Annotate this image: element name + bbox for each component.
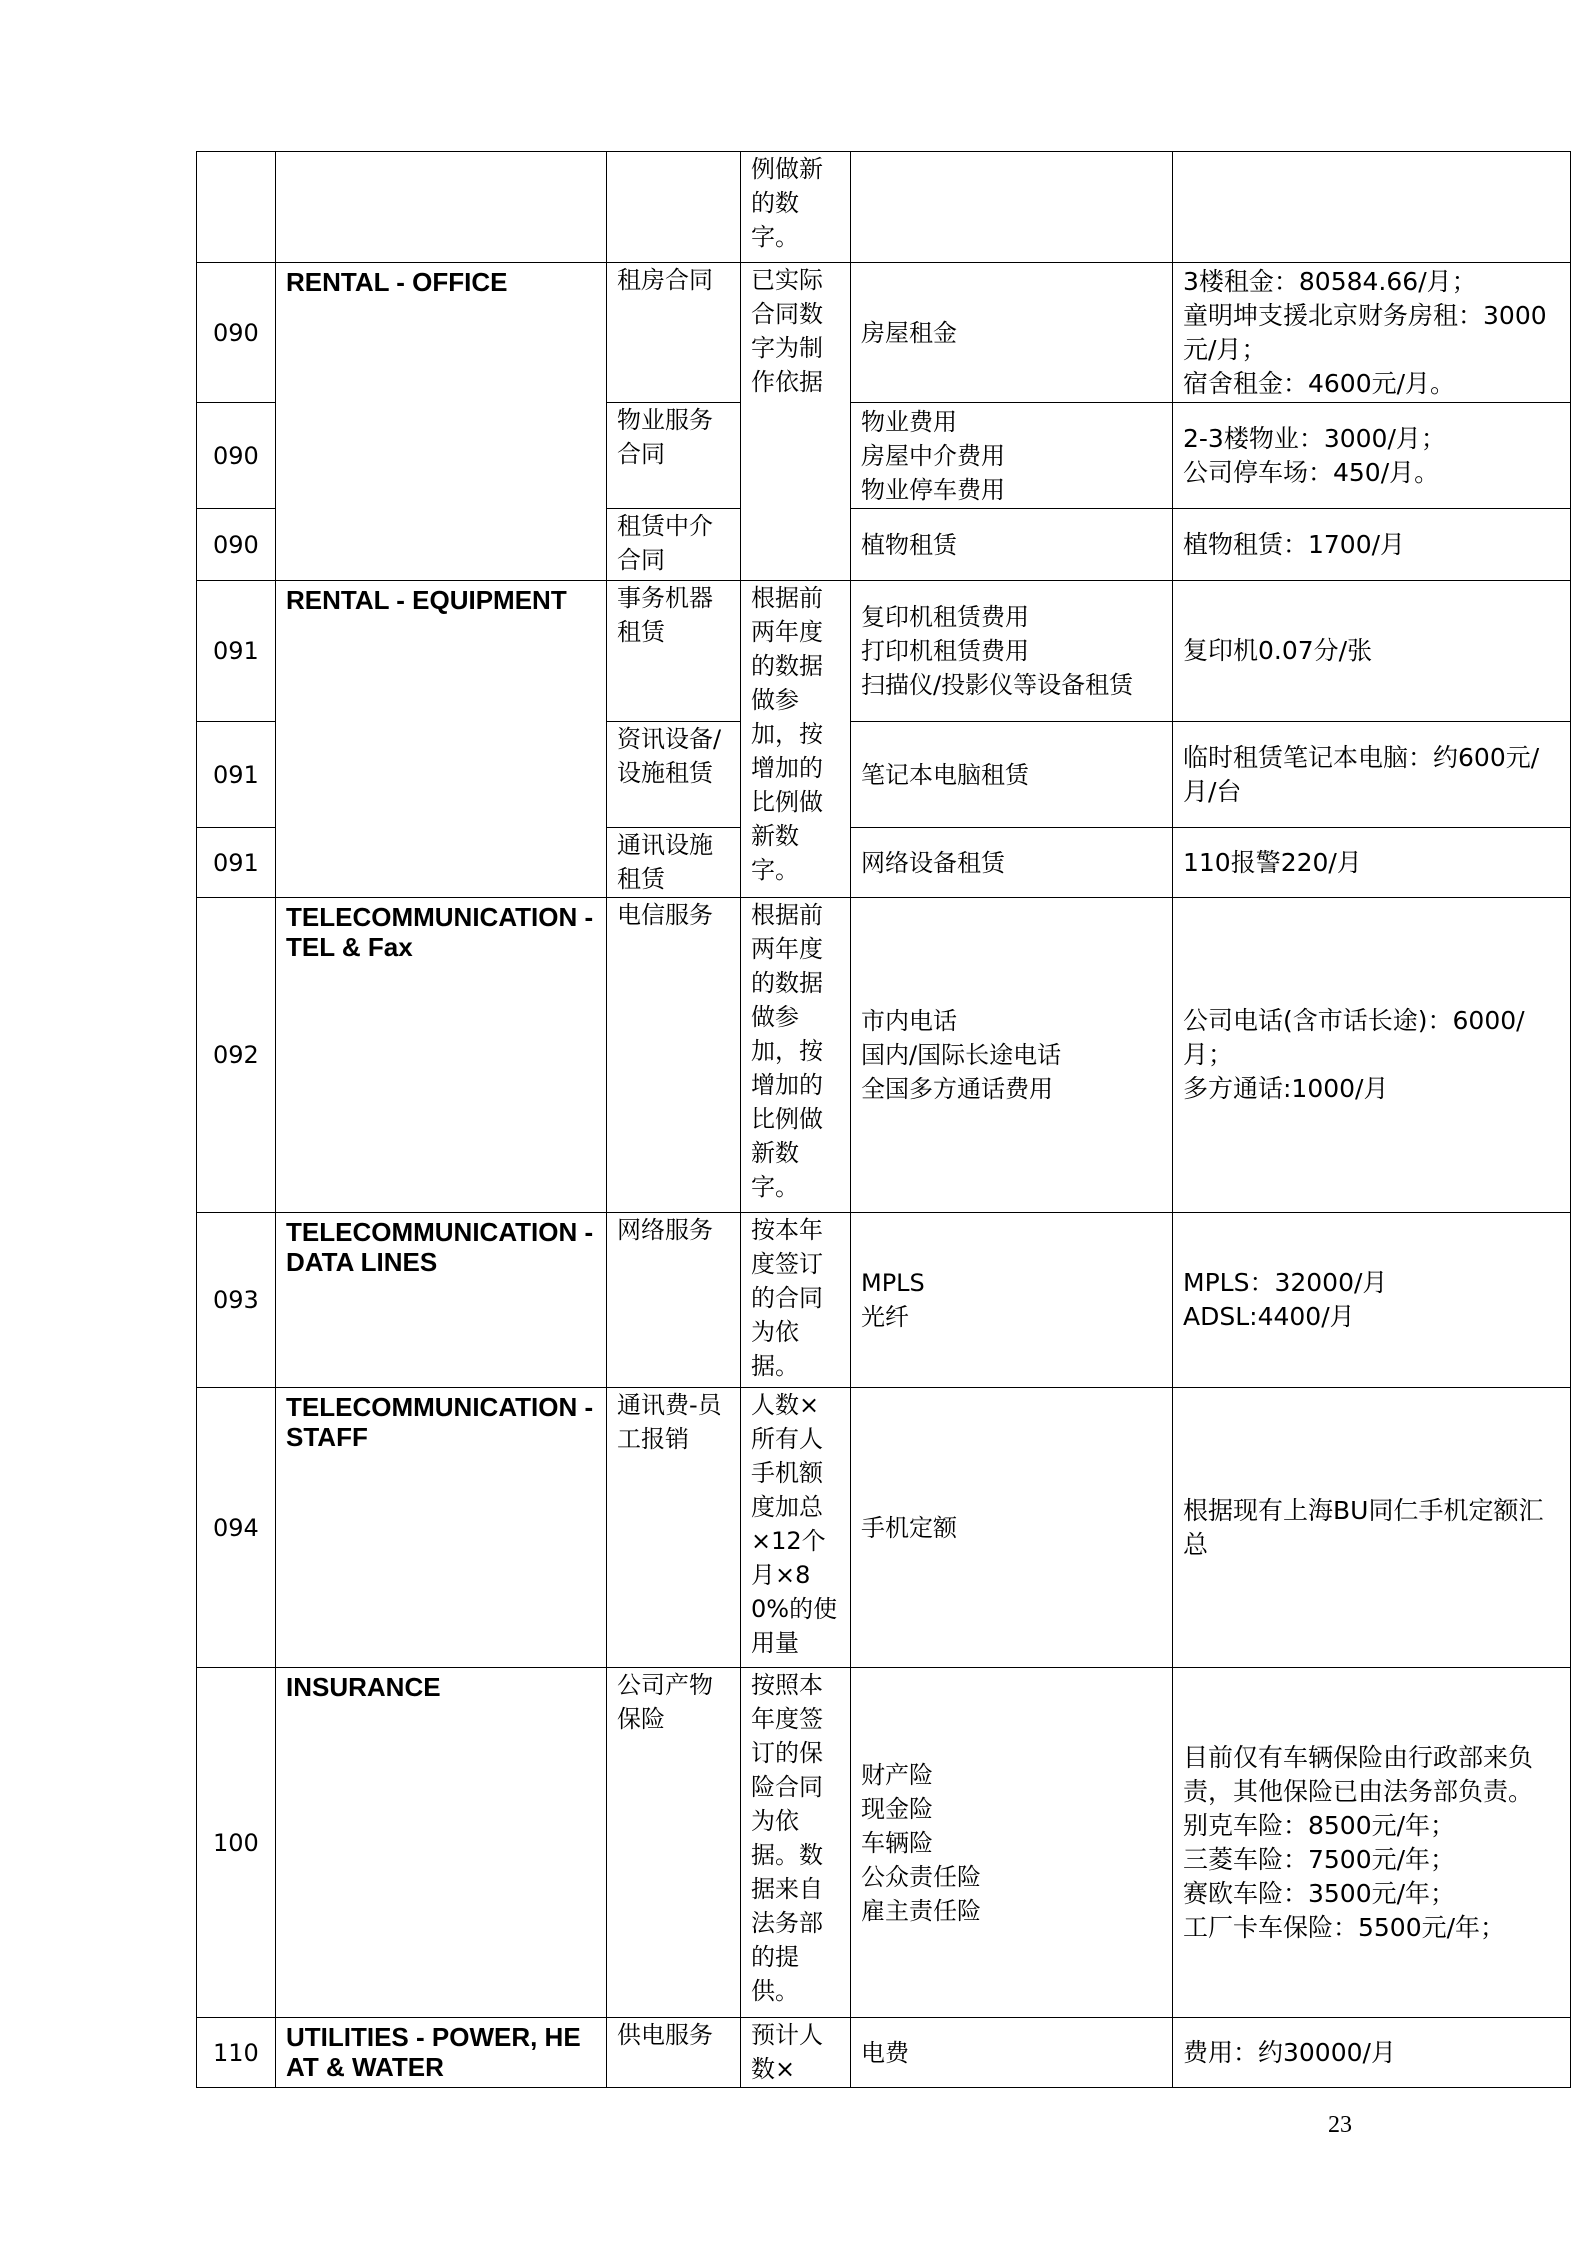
table-row xyxy=(197,1213,1571,1388)
item-cell: 通讯设施租赁 xyxy=(607,828,741,898)
item-cell: 物业服务合同 xyxy=(607,403,741,509)
table-row xyxy=(197,1668,1571,2018)
category-cell: TELECOMMUNICATION - DATA LINES xyxy=(276,1213,607,1388)
code-cell: 091 xyxy=(197,722,276,828)
table-row xyxy=(197,263,1571,403)
remark-cell: MPLS：32000/月 ADSL:4400/月 xyxy=(1173,1213,1571,1388)
basis-cell: 根据前两年度的数据做参加，按增加的比例做新数字。 xyxy=(741,581,851,898)
item-cell: 租房合同 xyxy=(607,263,741,403)
category-cell: UTILITIES - POWER, HEAT & WATER xyxy=(276,2018,607,2088)
table-row xyxy=(197,152,1571,263)
item-cell: 通讯费-员工报销 xyxy=(607,1388,741,1668)
detail-cell: 复印机租赁费用 打印机租赁费用 扫描仪/投影仪等设备租赁 xyxy=(851,581,1173,722)
code-cell: 092 xyxy=(197,898,276,1213)
detail-cell: 植物租赁 xyxy=(851,509,1173,581)
category-cell xyxy=(276,152,607,263)
table-row xyxy=(197,1388,1571,1668)
item-cell: 网络服务 xyxy=(607,1213,741,1388)
remark-cell: 3楼租金：80584.66/月； 童明坤支援北京财务房租：3000元/月； 宿舍租金：4600元/月。 xyxy=(1173,263,1571,403)
remark-cell: 植物租赁：1700/月 xyxy=(1173,509,1571,581)
remark-cell: 2-3楼物业：3000/月； 公司停车场：450/月。 xyxy=(1173,403,1571,509)
item-cell: 供电服务 xyxy=(607,2018,741,2088)
detail-cell xyxy=(851,152,1173,263)
code-cell: 091 xyxy=(197,828,276,898)
item-cell: 租赁中介合同 xyxy=(607,509,741,581)
basis-cell: 预计人数× xyxy=(741,2018,851,2088)
basis-cell: 按本年度签订的合同为依据。 xyxy=(741,1213,851,1388)
code-cell: 090 xyxy=(197,509,276,581)
detail-cell: 手机定额 xyxy=(851,1388,1173,1668)
detail-cell: 笔记本电脑租赁 xyxy=(851,722,1173,828)
remark-cell: 费用：约30000/月 xyxy=(1173,2018,1571,2088)
item-cell: 事务机器租赁 xyxy=(607,581,741,722)
code-cell: 091 xyxy=(197,581,276,722)
code-cell xyxy=(197,152,276,263)
basis-cell: 例做新的数字。 xyxy=(741,152,851,263)
basis-cell: 人数×所有人手机额度加总×12个月×80%的使用量 xyxy=(741,1388,851,1668)
item-cell: 资讯设备/设施租赁 xyxy=(607,722,741,828)
category-cell: RENTAL - EQUIPMENT xyxy=(276,581,607,898)
remark-cell: 根据现有上海BU同仁手机定额汇总 xyxy=(1173,1388,1571,1668)
table-row xyxy=(197,2018,1571,2088)
detail-cell: MPLS 光纤 xyxy=(851,1213,1173,1388)
basis-cell: 根据前两年度的数据做参加，按增加的比例做新数字。 xyxy=(741,898,851,1213)
category-cell: INSURANCE xyxy=(276,1668,607,2018)
remark-cell: 公司电话(含市话长途)：6000/月； 多方通话:1000/月 xyxy=(1173,898,1571,1213)
code-cell: 090 xyxy=(197,263,276,403)
basis-cell: 已实际合同数字为制作依据 xyxy=(741,263,851,581)
detail-cell: 电费 xyxy=(851,2018,1173,2088)
item-cell xyxy=(607,152,741,263)
table-row xyxy=(197,898,1571,1213)
code-cell: 090 xyxy=(197,403,276,509)
item-cell: 电信服务 xyxy=(607,898,741,1213)
code-cell: 110 xyxy=(197,2018,276,2088)
remark-cell xyxy=(1173,152,1571,263)
category-cell: TELECOMMUNICATION - TEL & Fax xyxy=(276,898,607,1213)
category-cell: TELECOMMUNICATION - STAFF xyxy=(276,1388,607,1668)
basis-cell: 按照本年度签订的保险合同为依据。数据来自法务部的提供。 xyxy=(741,1668,851,2018)
code-cell: 100 xyxy=(197,1668,276,2018)
code-cell: 094 xyxy=(197,1388,276,1668)
remark-cell: 复印机0.07分/张 xyxy=(1173,581,1571,722)
detail-cell: 市内电话 国内/国际长途电话 全国多方通话费用 xyxy=(851,898,1173,1213)
detail-cell: 网络设备租赁 xyxy=(851,828,1173,898)
item-cell: 公司产物保险 xyxy=(607,1668,741,2018)
table-row xyxy=(197,581,1571,722)
code-cell: 093 xyxy=(197,1213,276,1388)
detail-cell: 物业费用 房屋中介费用 物业停车费用 xyxy=(851,403,1173,509)
remark-cell: 临时租赁笔记本电脑：约600元/月/台 xyxy=(1173,722,1571,828)
detail-cell: 财产险 现金险 车辆险 公众责任险 雇主责任险 xyxy=(851,1668,1173,2018)
category-cell: RENTAL - OFFICE xyxy=(276,263,607,581)
remark-cell: 110报警220/月 xyxy=(1173,828,1571,898)
expense-table xyxy=(196,151,1571,2088)
detail-cell: 房屋租金 xyxy=(851,263,1173,403)
page-number: 23 xyxy=(1328,2112,1352,2138)
remark-cell: 目前仅有车辆保险由行政部来负责，其他保险已由法务部负责。 别克车险：8500元/年； 三菱车险：7500元/年； 赛欧车险：3500元/年； 工厂卡车保险：5500元/年； xyxy=(1173,1668,1571,2018)
